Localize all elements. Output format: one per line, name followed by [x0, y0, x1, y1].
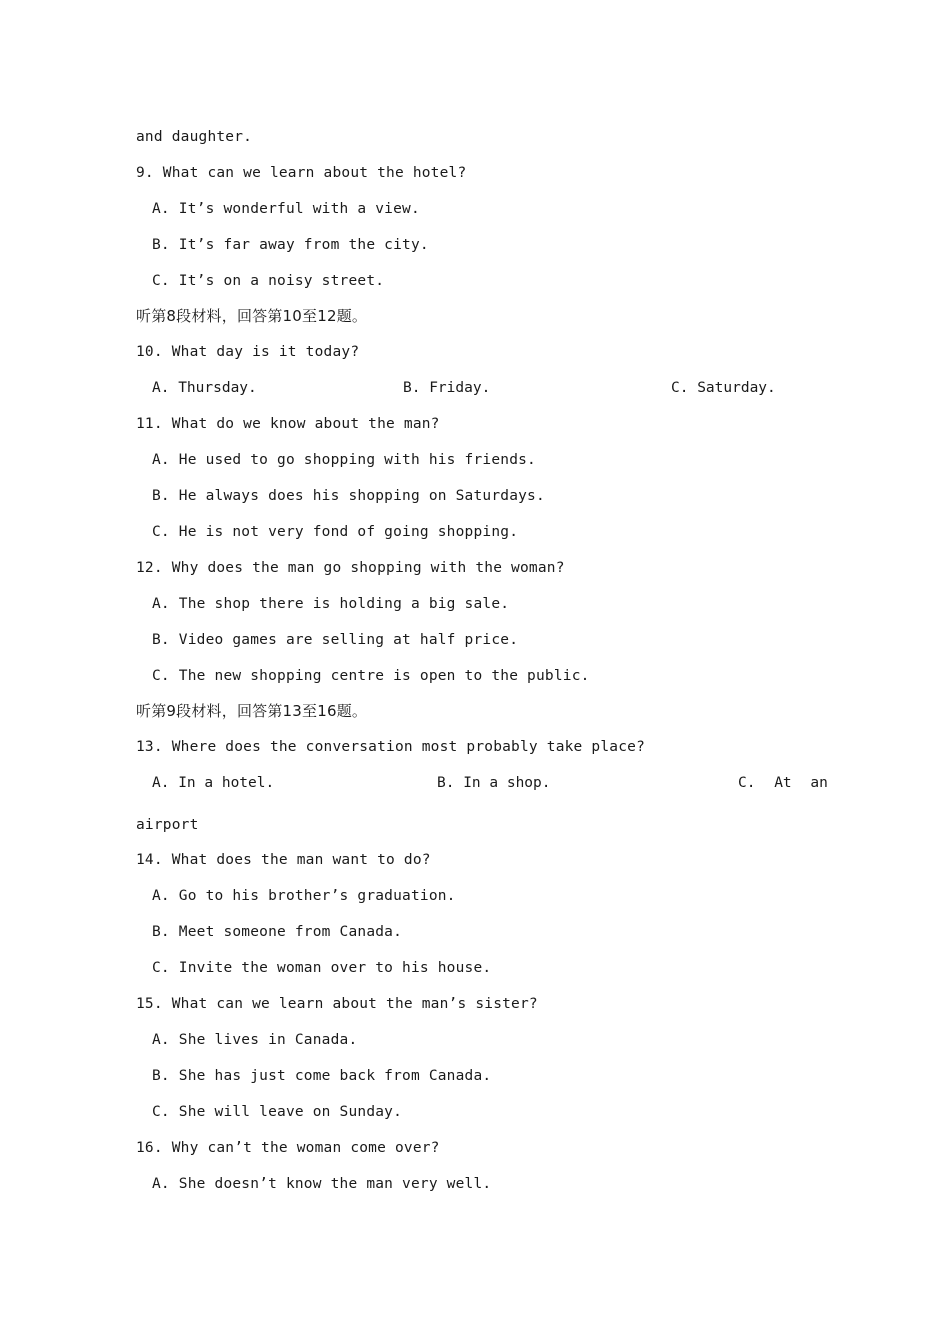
question-14-option-c: C. Invite the woman over to his house.	[152, 960, 492, 976]
question-12-stem: 12. Why does the man go shopping with the woman?	[136, 560, 565, 576]
question-14-option-a: A. Go to his brother’s graduation.	[152, 888, 456, 904]
question-9-option-c: C. It’s on a noisy street.	[152, 273, 385, 289]
question-15-option-a: A. She lives in Canada.	[152, 1032, 358, 1048]
question-9-option-a: A. It’s wonderful with a view.	[152, 201, 420, 217]
question-15-option-b: B. She has just come back from Canada.	[152, 1068, 492, 1084]
question-13-option-c: C. At an	[738, 775, 828, 791]
question-13-option-a: A. In a hotel.	[152, 775, 275, 791]
question-13-option-b: B. In a shop.	[437, 775, 551, 791]
question-9-option-b: B. It’s far away from the city.	[152, 237, 429, 253]
question-12-option-b: B. Video games are selling at half price.	[152, 632, 519, 648]
question-11-stem: 11. What do we know about the man?	[136, 416, 440, 432]
question-11-option-a: A. He used to go shopping with his friends.	[152, 452, 536, 468]
question-11-option-b: B. He always does his shopping on Saturdays.	[152, 488, 545, 504]
question-16-option-a: A. She doesn’t know the man very well.	[152, 1176, 492, 1192]
question-16-stem: 16. Why can’t the woman come over?	[136, 1140, 440, 1156]
question-13-option-c-wrap: airport	[136, 817, 199, 833]
section-9-instruction: 听第9段材料，回答第13至16题。	[136, 702, 368, 720]
question-10-option-c: C. Saturday.	[671, 380, 776, 396]
question-10-option-a: A. Thursday.	[152, 380, 257, 396]
section-8-instruction: 听第8段材料，回答第10至12题。	[136, 307, 368, 325]
continuation-text: and daughter.	[136, 129, 253, 145]
question-15-option-c: C. She will leave on Sunday.	[152, 1104, 403, 1120]
question-14-option-b: B. Meet someone from Canada.	[152, 924, 403, 940]
question-15-stem: 15. What can we learn about the man’s sister?	[136, 996, 538, 1012]
question-12-option-a: A. The shop there is holding a big sale.	[152, 596, 510, 612]
question-13-stem: 13. Where does the conversation most probably take place?	[136, 739, 645, 755]
question-12-option-c: C. The new shopping centre is open to the public.	[152, 668, 590, 684]
question-11-option-c: C. He is not very fond of going shopping.	[152, 524, 519, 540]
question-10-option-b: B. Friday.	[403, 380, 491, 396]
question-10-stem: 10. What day is it today?	[136, 344, 360, 360]
question-14-stem: 14. What does the man want to do?	[136, 852, 431, 868]
question-9-stem: 9. What can we learn about the hotel?	[136, 165, 467, 181]
